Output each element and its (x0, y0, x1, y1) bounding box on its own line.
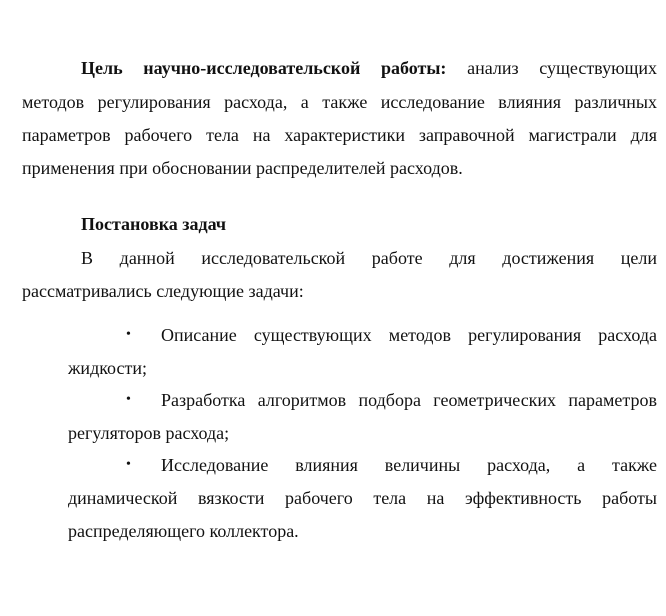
bullet-1-icon: • (126, 327, 131, 342)
goal-line1-rest: анализ существующих (467, 58, 658, 78)
tasks-heading: Постановка задач (81, 214, 227, 234)
task-2-line-2: регуляторов расхода; (68, 423, 230, 443)
task-3-line-2: динамической вязкости рабочего тела на эффективность работы (68, 488, 657, 508)
bullet-2-icon: • (126, 392, 131, 407)
tasks-intro-line-2: рассматривались следующие задачи: (22, 281, 304, 301)
goal-line-4: применения при обосновании распределителей расходов. (22, 158, 463, 178)
tasks-intro-line-1: В данной исследовательской работе для достижения цели (81, 248, 657, 268)
bullet-3-icon: • (126, 457, 131, 472)
goal-label: Цель научно-исследовательской работы: (81, 58, 447, 78)
goal-line-1 (81, 56, 657, 80)
task-3-line-3: распределяющего коллектора. (68, 521, 299, 541)
task-3-line-1: Исследование влияния величины расхода, а также (161, 455, 657, 475)
task-2-line-1: Разработка алгоритмов подбора геометрических параметров (161, 390, 657, 410)
goal-line-3: параметров рабочего тела на характеристики заправочной магистрали для (22, 125, 657, 145)
goal-line-2: методов регулирования расхода, а также исследование влияния различных (22, 92, 657, 112)
task-1-line-1: Описание существующих методов регулирования расхода (161, 325, 657, 345)
task-1-line-2: жидкости; (68, 358, 147, 378)
